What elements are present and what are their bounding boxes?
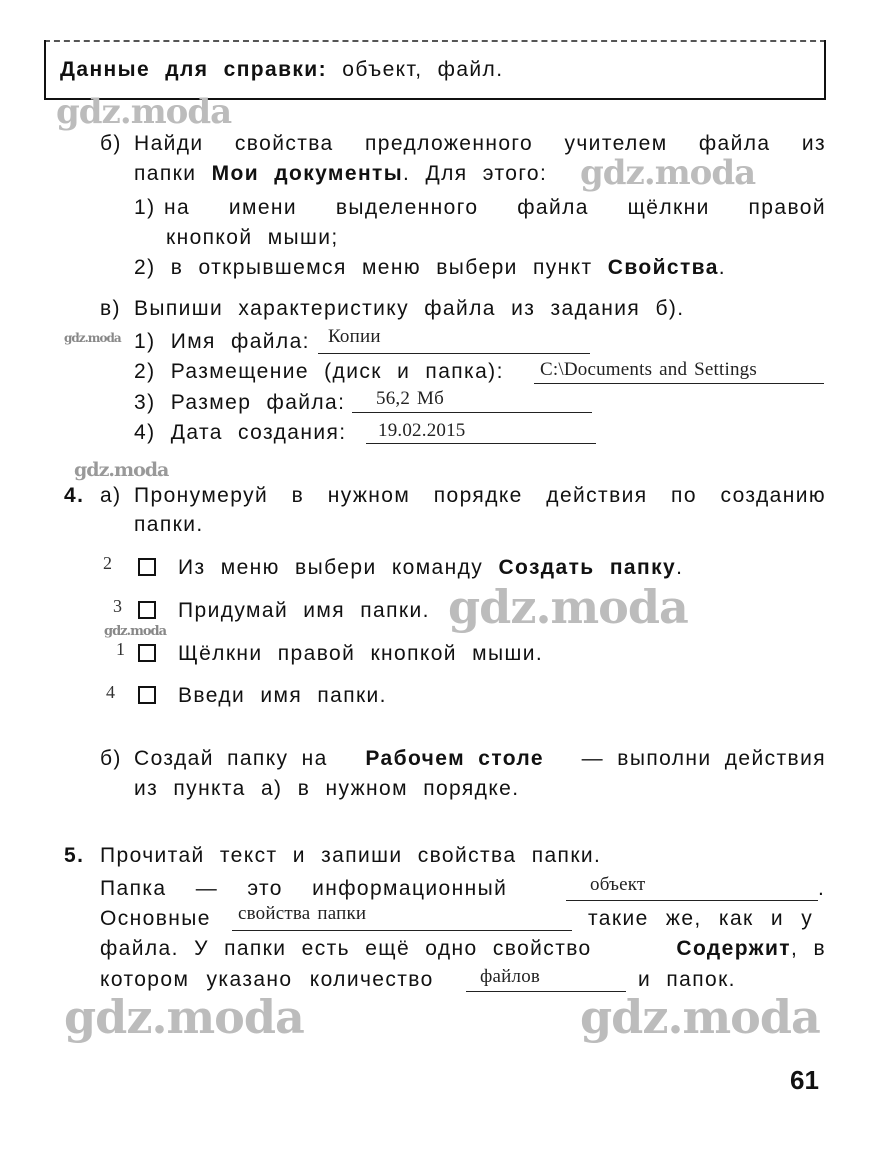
answer1: объект [590, 874, 646, 895]
task4-b-line1 [134, 747, 826, 771]
creation-date-answer-line [366, 443, 596, 444]
watermark: gdz.moda [580, 153, 756, 193]
task4-b-marker: б) [100, 747, 122, 770]
task4-a-line2: папки. [134, 513, 204, 536]
option-text-post: . [676, 556, 684, 579]
answer3-line [466, 991, 626, 992]
task5-line2-post: такие же, как и у [588, 907, 814, 930]
task5-line4-pre: котором указано количество [100, 968, 434, 991]
option-text: Щёлкни правой кнопкой мыши. [178, 642, 544, 665]
sec-b-line2-pre: папки [134, 162, 197, 185]
task4-a-marker: а) [100, 484, 122, 507]
task5-contains: Содержит [676, 937, 791, 960]
file-name-answer: Копии [328, 326, 381, 347]
sec-b-step2-post: . [718, 256, 727, 279]
option-text [178, 556, 683, 580]
file-size-answer-line [352, 412, 592, 413]
order-checkbox[interactable] [138, 601, 156, 619]
order-checkbox[interactable] [138, 644, 156, 662]
reference-line [60, 58, 503, 82]
sec-b-step1-num: 1) [134, 196, 156, 219]
sec-b-step2 [134, 256, 726, 280]
file-size-label: 3) Размер файла: [134, 391, 346, 414]
sec-b-my-documents: Мои документы [211, 162, 404, 185]
option-order-number: 1 [116, 639, 125, 659]
order-checkbox[interactable] [138, 686, 156, 704]
file-name-answer-line [318, 353, 590, 354]
sec-b-line2 [134, 162, 547, 186]
task4-number: 4. [64, 484, 85, 507]
location-label: 2) Размещение (диск и папка): [134, 360, 504, 383]
sec-b-step2-pre: в открывшемся меню выбери пункт [170, 256, 593, 279]
sec-b-step2-num: 2) [134, 256, 156, 279]
task5-line3 [100, 937, 826, 961]
sec-b-line1: Найди свойства предложенного учителем файла из [134, 132, 826, 155]
sec-b-properties: Свойства [607, 256, 719, 279]
reference-text: объект, файл. [342, 58, 504, 81]
watermark: gdz.moda [64, 990, 304, 1044]
task5-line3-post: , в [790, 937, 826, 960]
task5-title: Прочитай текст и запиши свойства папки. [100, 844, 602, 867]
task5-line1-pre: Папка — это информационный [100, 877, 508, 900]
option-text: Придумай имя папки. [178, 599, 430, 622]
sec-v-marker: в) [100, 297, 121, 320]
answer1-line [566, 900, 818, 901]
task4-b-line2: из пункта а) в нужном порядке. [134, 777, 520, 800]
task5-line4-post: и папок. [638, 968, 736, 991]
task4-b-post: — выполни действия [581, 747, 826, 770]
sec-b-step1-a: на имени выделенного файла щёлкни правой [164, 196, 826, 219]
sec-b-step1-b: кнопкой мыши; [166, 226, 339, 249]
sec-b-marker: б) [100, 132, 122, 155]
option-order-number: 4 [106, 682, 115, 702]
task4-b-desktop: Рабочем столе [365, 747, 544, 770]
option-text-bold: Создать папку [498, 556, 677, 579]
option-order-number: 2 [103, 553, 112, 573]
page-number: 61 [790, 1065, 819, 1095]
option-text-pre: Из меню выбери команду [178, 556, 484, 579]
option-order-number: 3 [113, 596, 122, 616]
location-answer: C:\Documents and Settings [540, 359, 757, 380]
watermark: gdz.moda [104, 624, 167, 639]
watermark: gdz.moda [74, 459, 169, 481]
task4-a-line1: Пронумеруй в нужном порядке действия по созданию [134, 484, 826, 507]
task5-line1-post: . [818, 877, 826, 900]
answer2-line [232, 930, 572, 931]
order-checkbox[interactable] [138, 558, 156, 576]
reference-label: Данные для справки: [60, 58, 328, 81]
sec-b-line2-post: . Для этого: [403, 162, 548, 185]
watermark: gdz.moda [64, 331, 121, 345]
file-size-answer: 56,2 Мб [376, 388, 444, 409]
watermark: gdz.moda [580, 990, 820, 1044]
task4-b-pre: Создай папку на [134, 747, 328, 770]
watermark: gdz.moda [56, 92, 232, 132]
watermark: gdz.moda [448, 580, 688, 634]
sec-v-line: Выпиши характеристику файла из задания б). [134, 297, 685, 320]
answer3: файлов [480, 966, 541, 987]
file-name-label: 1) Имя файла: [134, 330, 310, 353]
task5-line2-pre: Основные [100, 907, 211, 930]
answer2: свойства папки [238, 903, 367, 924]
task5-line3-pre: файла. У папки есть ещё одно свойство [100, 937, 592, 960]
task5-number: 5. [64, 844, 85, 867]
location-answer-line [534, 383, 824, 384]
option-text: Введи имя папки. [178, 684, 387, 707]
creation-date-label: 4) Дата создания: [134, 421, 347, 444]
creation-date-answer: 19.02.2015 [378, 420, 466, 441]
